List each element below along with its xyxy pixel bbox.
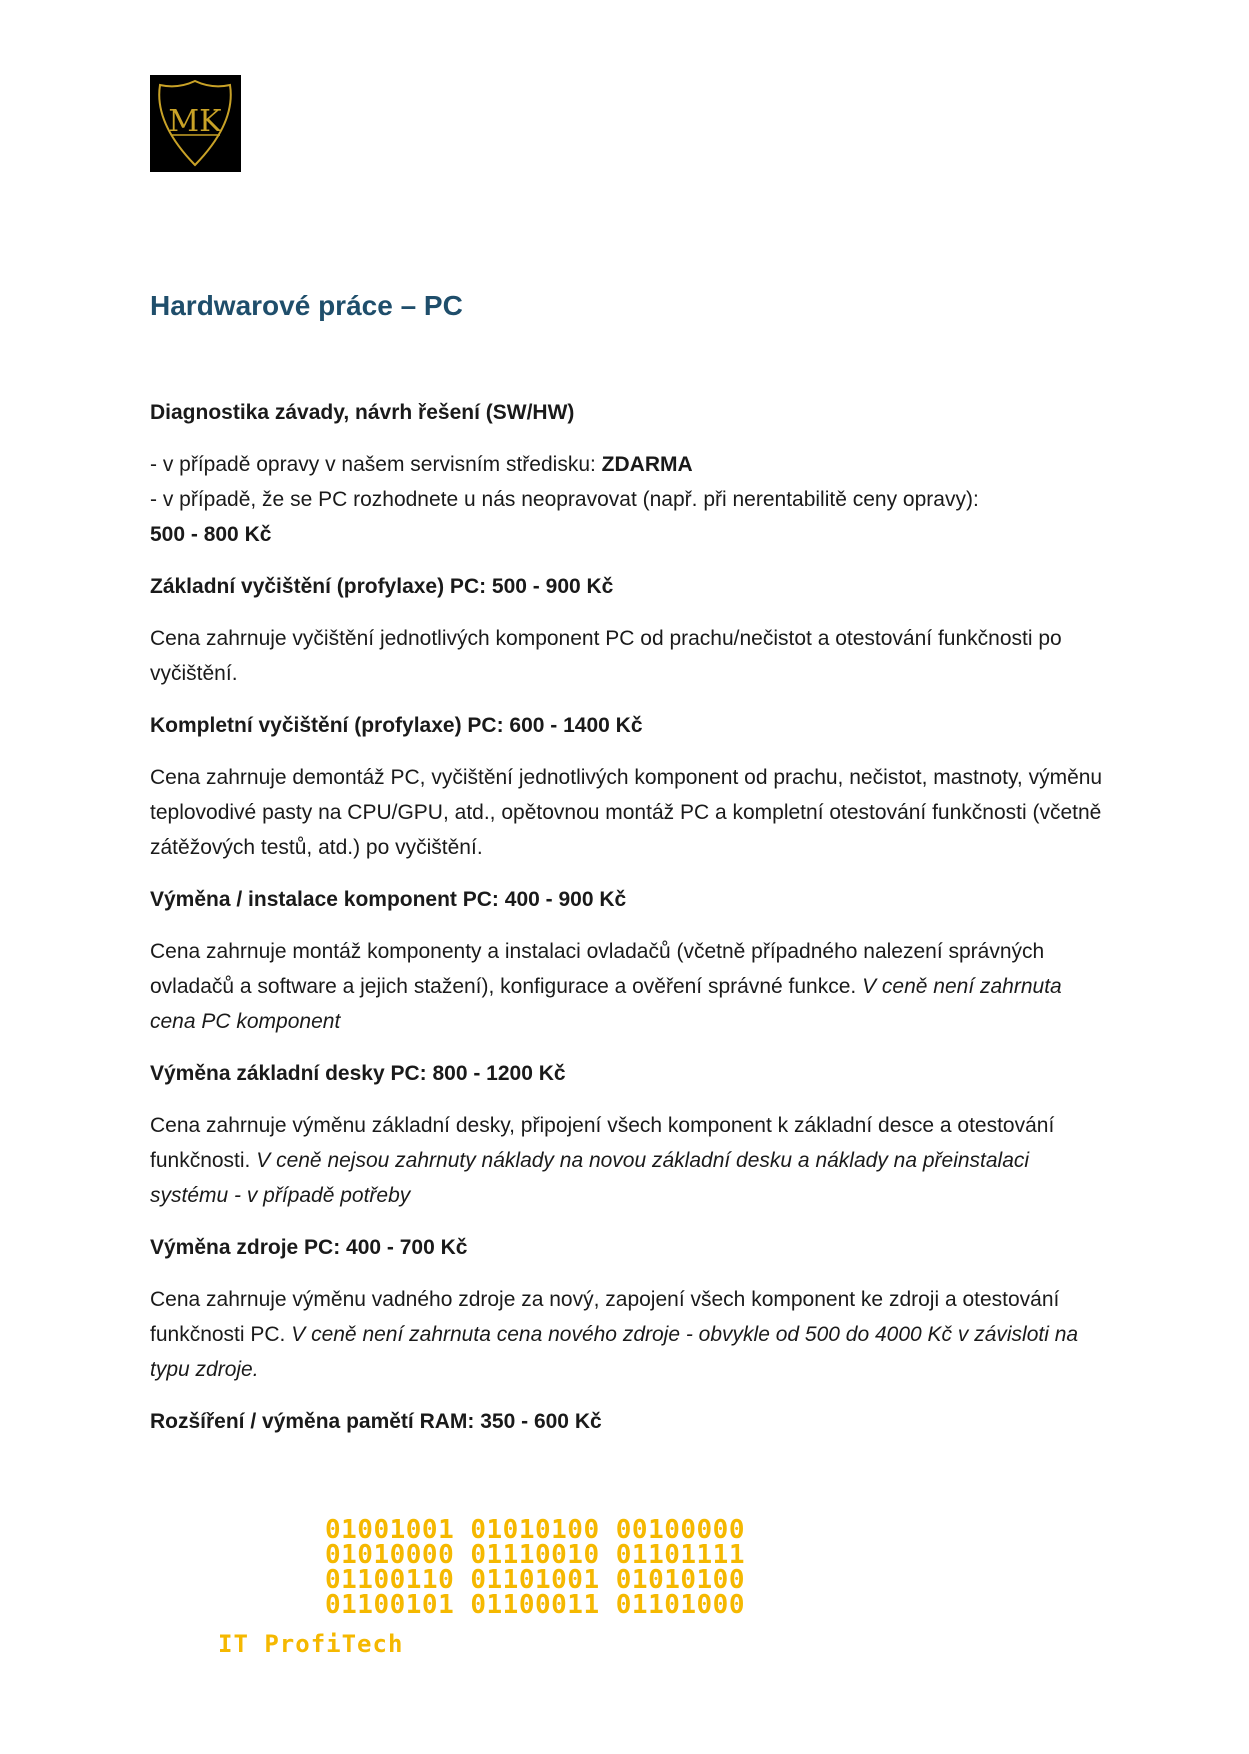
binary-footer [325, 1515, 745, 1620]
diag-price: 500 - 800 Kč [150, 523, 272, 546]
motherboard-note: V ceně nejsou zahrnuty náklady na novou základní desku a náklady na přeinstalaci systému - v případě potřeby [150, 1149, 1030, 1207]
full-clean-heading: Kompletní vyčištění (profylaxe) PC: 600 - 1400 Kč [150, 714, 643, 737]
shield-logo-icon [150, 75, 241, 172]
motherboard-text: Cena zahrnuje výměnu základní desky, připojení všech komponent k základní desce a otestování funkčnosti. [150, 1114, 1055, 1172]
company-logo [150, 75, 241, 172]
component-note: V ceně není zahrnuta cena PC komponent [150, 975, 1062, 1033]
binary-line: 01001001 01010100 00100000 [325, 1515, 745, 1545]
full-clean-body: Cena zahrnuje demontáž PC, vyčištění jednotlivých komponent od prachu, nečistot, mastnoty, výměnu teplovodivé pasty na CPU/GPU, atd., opětovnou montáž PC a kompletní otestování funkčnosti (včetně zátěžových testů, atd.) po vyčištění. [150, 766, 1103, 859]
diag-free: ZDARMA [601, 453, 693, 476]
psu-body [150, 1282, 1110, 1387]
diag-details [150, 447, 1110, 552]
component-text: Cena zahrnuje montáž komponenty a instalaci ovladačů (včetně případného nalezení správných ovladačů a software a jejich stažení), konfigurace a ověření správné funkce. [150, 940, 1045, 998]
binary-line: 01100101 01100011 01101000 [325, 1590, 745, 1620]
component-body [150, 934, 1110, 1039]
component-heading: Výměna / instalace komponent PC: 400 - 900 Kč [150, 888, 627, 911]
diag-heading: Diagnostika závady, návrh řešení (SW/HW) [150, 401, 575, 424]
psu-text: Cena zahrnuje výměnu vadného zdroje za nový, zapojení všech komponent ke zdroji a otestování funkčnosti PC. [150, 1288, 1060, 1346]
basic-clean-heading: Základní vyčištění (profylaxe) PC: 500 - 900 Kč [150, 575, 614, 598]
binary-line: 01010000 01110010 01101111 [325, 1540, 745, 1570]
content [150, 395, 1110, 1456]
brand-name: IT ProfiTech [218, 1630, 404, 1658]
ram-heading: Rozšíření / výměna pamětí RAM: 350 - 600 Kč [150, 1410, 602, 1433]
motherboard-body [150, 1108, 1110, 1213]
basic-clean-body: Cena zahrnuje vyčištění jednotlivých komponent PC od prachu/nečistot a otestování funkčnosti po vyčištění. [150, 627, 1062, 685]
diag-line2: - v případě, že se PC rozhodnete u nás neopravovat (např. při nerentabilitě ceny opravy): [150, 488, 979, 511]
diag-line1: - v případě opravy v našem servisním středisku: [150, 453, 602, 476]
logo-letters: MK [168, 104, 222, 139]
page-title: Hardwarové práce – PC [150, 290, 463, 321]
binary-line: 01100110 01101001 01010100 [325, 1565, 745, 1595]
psu-heading: Výměna zdroje PC: 400 - 700 Kč [150, 1236, 468, 1259]
motherboard-heading: Výměna základní desky PC: 800 - 1200 Kč [150, 1062, 566, 1085]
psu-note: V ceně není zahrnuta cena nového zdroje - obvykle od 500 do 4000 Kč v závisloti na typu zdroje. [150, 1323, 1079, 1381]
